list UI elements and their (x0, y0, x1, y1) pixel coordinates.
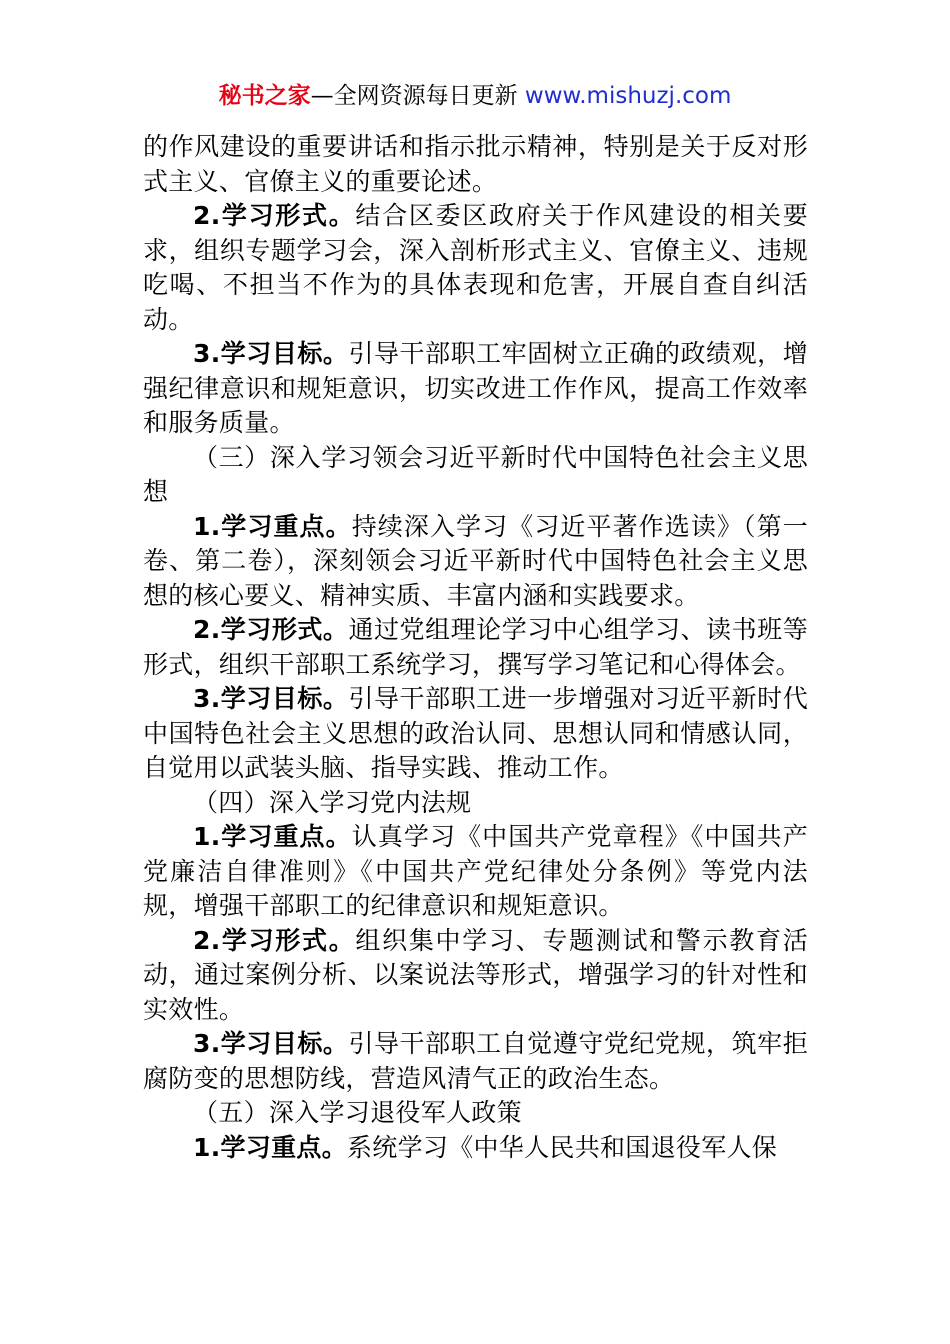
paragraph-item (143, 820, 808, 924)
paragraph-text: 引导干部职工牢固树立正确的政绩观，增强纪律意识和规矩意识，切实改进工作作风，提高工作效率和服务质量。 (143, 339, 808, 437)
paragraph-item (143, 510, 808, 614)
section-heading (143, 1096, 808, 1131)
paragraph-item (143, 1131, 808, 1166)
paragraph-item (143, 199, 808, 337)
paragraph-lead: 2.学习形式。 (193, 201, 356, 230)
paragraph-lead: 2.学习形式。 (193, 615, 349, 644)
paragraph-lead: 1.学习重点。 (193, 1132, 347, 1162)
site-url-link[interactable]: www.mishuzj.com (524, 83, 732, 109)
section-heading (143, 441, 808, 510)
paragraph-text: 结合区委区政府关于作风建设的相关要求，组织专题学习会，深入剖析形式主义、官僚主义、违规吃喝、不担当不作为的具体表现和危害，开展自查自纠活动。 (143, 201, 808, 334)
paragraph-item (143, 337, 808, 441)
paragraph-lead: 2.学习形式。 (193, 925, 356, 955)
section-heading-text: （三）深入学习领会习近平新时代中国特色社会主义思想 (143, 442, 808, 506)
paragraph-item (143, 613, 808, 682)
site-tagline: 全网资源每日更新 (333, 83, 518, 109)
section-heading-text: （四）深入学习党内法规 (193, 787, 472, 817)
paragraph-text: 引导干部职工进一步增强对习近平新时代中国特色社会主义思想的政治认同、思想认同和情感认同，自觉用以武装头脑、指导实践、推动工作。 (143, 684, 808, 782)
document-body (143, 130, 808, 1165)
paragraph-continuation (143, 130, 808, 199)
paragraph-text: 组织集中学习、专题测试和警示教育活动，通过案例分析、以案说法等形式，增强学习的针对性和实效性。 (143, 925, 808, 1024)
header-dash: — (310, 83, 334, 109)
paragraph-lead: 3.学习目标。 (193, 339, 349, 368)
paragraph-lead: 1.学习重点。 (193, 822, 352, 851)
paragraph-item (143, 1027, 808, 1096)
site-brand: 秘书之家 (218, 83, 311, 109)
paragraph-text: 通过党组理论学习中心组学习、读书班等形式，组织干部职工系统学习，撰写学习笔记和心得体会。 (143, 615, 808, 679)
paragraph-text: 持续深入学习《习近平著作选读》（第一卷、第二卷），深刻领会习近平新时代中国特色社会主义思想的核心要义、精神实质、丰富内涵和实践要求。 (143, 511, 808, 610)
paragraph-text: 系统学习《中华人民共和国退役军人保 (347, 1132, 778, 1162)
paragraph-item (143, 924, 808, 1028)
paragraph-lead: 1.学习重点。 (193, 511, 352, 541)
paragraph-lead: 3.学习目标。 (193, 684, 349, 713)
paragraph-lead: 3.学习目标。 (193, 1029, 349, 1058)
section-heading (143, 786, 808, 821)
paragraph-text: 认真学习《中国共产党章程》《中国共产党廉洁自律准则》《中国共产党纪律处分条例》等党内法规，增强干部职工的纪律意识和规矩意识。 (143, 822, 808, 920)
site-header (0, 80, 950, 112)
section-heading-text: （五）深入学习退役军人政策 (193, 1098, 522, 1127)
paragraph-item (143, 682, 808, 786)
paragraph-text: 引导干部职工自觉遵守党纪党规，筑牢拒腐防变的思想防线，营造风清气正的政治生态。 (143, 1029, 808, 1093)
paragraph-text: 的作风建设的重要讲话和指示批示精神，特别是关于反对形式主义、官僚主义的重要论述。 (143, 132, 808, 196)
